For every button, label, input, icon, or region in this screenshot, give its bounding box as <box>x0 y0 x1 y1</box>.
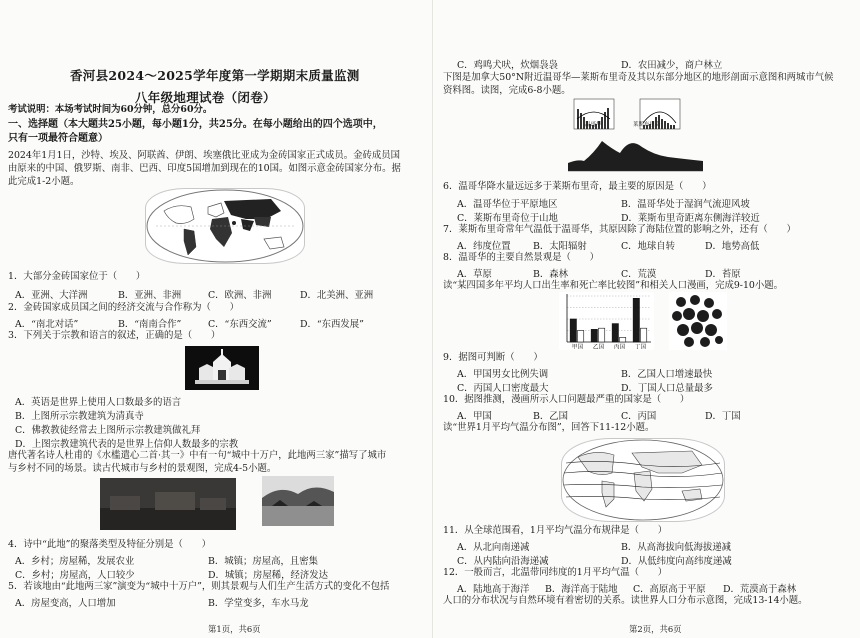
chart-bar-2-3 <box>619 337 625 342</box>
question-8-stem: 8．温哥华的主要自然景观是（ ） <box>443 252 599 263</box>
population-cartoon <box>669 292 727 350</box>
exam-subtitle: 八年级地理试卷（闭卷） <box>135 90 276 105</box>
question-2-option-b[interactable]: B．“南南合作” <box>118 319 182 330</box>
question-8-option-c[interactable]: C．荒漠 <box>621 269 657 280</box>
city-label-lethbridge: 莱斯布里奇 <box>633 122 661 128</box>
ancient-city-photo <box>100 478 236 530</box>
chart-bar-1-1 <box>570 319 576 342</box>
question-4-option-d[interactable]: D．城镇；房屋稀，经济发达 <box>208 570 329 581</box>
question-9-option-b[interactable]: B．乙国人口增速最快 <box>621 369 713 380</box>
terrain-profile-figure <box>568 97 703 173</box>
question-4-stem: 4．诗中“此地”的聚落类型及特征分别是（ ） <box>8 539 212 550</box>
question-12-option-b[interactable]: B．海洋高于陆地 <box>545 584 618 595</box>
question-6-stem: 6．温哥华降水量远远多于莱斯布里奇，最主要的原因是（ ） <box>443 181 712 192</box>
question-2-stem: 2．金砖国家成员国之间的经济交流与合作称为（ ） <box>8 302 239 313</box>
question-2-option-d[interactable]: D．“东西发展” <box>300 319 364 330</box>
question-2-option-c[interactable]: C．“东西交流” <box>208 319 272 330</box>
brics-world-map <box>145 188 305 264</box>
question-10-option-a[interactable]: A．甲国 <box>457 411 492 422</box>
question-1-option-b[interactable]: B．亚洲、非洲 <box>118 290 182 301</box>
question-3-option-b[interactable]: B．上图所示宗教建筑为清真寺 <box>15 411 144 422</box>
chart-bar-2-4 <box>640 328 646 342</box>
january-temperature-map <box>561 438 725 522</box>
question-10-option-c[interactable]: C．丙国 <box>621 411 657 422</box>
question-4-option-a[interactable]: A．乡村；房屋稀，发展农业 <box>15 556 135 567</box>
profile-intro: 下图是加拿大50°N附近温哥华—莱斯布里奇及其以东部分地区的地形剖面示意图和两城市气候 <box>443 72 834 83</box>
temperature-map-intro: 读“世界1月平均气温分布图”，回答下11-12小题。 <box>443 422 655 433</box>
question-11-option-b[interactable]: B．从高海拔向低海拔递减 <box>621 542 732 553</box>
exam-title: 香河县2024～2025学年度第一学期期末质量监测 <box>70 68 360 83</box>
question-12-option-a[interactable]: A．陆地高于海洋 <box>457 584 530 595</box>
question-11-option-a[interactable]: A．从北向南递减 <box>457 542 530 553</box>
page-footer: 第1页，共6页 <box>208 624 261 634</box>
question-4-option-c[interactable]: C．乡村；房屋高，人口较少 <box>15 570 135 581</box>
chart-bar-1-3 <box>612 324 618 342</box>
question-7-option-d[interactable]: D．地势高低 <box>705 241 760 252</box>
question-7-stem: 7．莱斯布里奇常年气温低于温哥华，其原因除了海陆位置的影响之外，还有（ ） <box>443 224 796 235</box>
question-5-stem: 5．若该地由“此地两三家”演变为“城中十万户”，则其景观与人们生产生活方式的变化不包括 <box>8 581 390 592</box>
intro-text: 此完成1-2小题。 <box>8 176 80 187</box>
city-label-vancouver: 温哥华 <box>585 122 602 128</box>
chart-bar-1-2 <box>591 329 597 342</box>
question-10-option-d[interactable]: D．丁国 <box>705 411 741 422</box>
question-10-option-b[interactable]: B．乙国 <box>533 411 569 422</box>
question-3-stem: 3．下列关于宗教和语言的叙述，正确的是（ ） <box>8 330 221 341</box>
birth-death-rate-chart <box>559 292 654 350</box>
question-8-option-b[interactable]: B．森林 <box>533 269 569 280</box>
question-3-option-c[interactable]: C．佛教教徒经常去上图所示宗教建筑做礼拜 <box>15 425 201 436</box>
question-12-option-c[interactable]: C．高原高于平原 <box>633 584 706 595</box>
question-5-option-d[interactable]: D．农田减少，商户林立 <box>621 60 723 71</box>
village-photo <box>262 476 334 526</box>
question-3-option-d[interactable]: D．上图宗教建筑代表的是世界上信仰人数最多的宗教 <box>15 439 239 450</box>
question-8-option-a[interactable]: A．草原 <box>457 269 492 280</box>
question-11-option-c[interactable]: C．从内陆向沿海递减 <box>457 556 549 567</box>
exam-note: 考试说明：本场考试时间为60分钟，总分60分。 <box>8 104 213 115</box>
chart-bar-2-1 <box>577 331 583 343</box>
religious-building-photo <box>185 346 259 390</box>
chart-bar-1-4 <box>633 298 639 342</box>
poem-intro: 与乡村不同的场景。读古代城市与乡村的景观图，完成4-5小题。 <box>8 463 277 474</box>
page-footer: 第2页，共6页 <box>629 624 682 634</box>
chart-intro: 读“某四国多年平均人口出生率和死亡率比较图”和相关人口漫画，完成9-10小题。 <box>443 280 784 291</box>
population-map-intro: 人口的分布状况与自然环境有着密切的关系。读世界人口分布示意图，完成13-14小题。 <box>443 595 808 606</box>
question-6-option-c[interactable]: C．莱斯布里奇位于山地 <box>457 213 558 224</box>
chart-bar-2-2 <box>598 328 604 342</box>
question-11-stem: 11．从全球范围看，1月平均气温分布规律是（ ） <box>443 525 668 536</box>
question-6-option-a[interactable]: A．温哥华位于平原地区 <box>457 199 558 210</box>
question-5-option-c[interactable]: C．鸡鸣犬吠，炊烟袅袅 <box>457 60 558 71</box>
question-4-option-b[interactable]: B．城镇；房屋高，且密集 <box>208 556 319 567</box>
intro-text: 由原来的中国、俄罗斯、南非、巴西、印度5国增加到现在的10国。如图示意金砖国家分布。据 <box>8 163 401 174</box>
question-7-option-b[interactable]: B．太阳辐射 <box>533 241 587 252</box>
question-10-stem: 10．据图推测，漫画所示人口问题最严重的国家是（ ） <box>443 394 690 405</box>
question-1-option-c[interactable]: C．欧洲、非洲 <box>208 290 272 301</box>
poem-intro: 唐代著名诗人杜甫的《水槛遣心二首·其一》中有一句“城中十万户，此地两三家”描写了城市 <box>8 450 387 461</box>
question-9-stem: 9．据图可判断（ ） <box>443 352 543 363</box>
chart-x-tick-label: 丙国 <box>613 344 626 350</box>
question-1-option-d[interactable]: D．北美洲、亚洲 <box>300 290 374 301</box>
chart-x-tick-label: 丁国 <box>634 344 647 350</box>
intro-text: 2024年1月1日，沙特、埃及、阿联酋、伊朗、埃塞俄比亚成为金砖国家正式成员。金砖成员国 <box>8 150 401 161</box>
section-heading-cont: 只有一项最符合题意） <box>8 133 108 144</box>
question-12-option-d[interactable]: D．荒漠高于森林 <box>723 584 797 595</box>
question-11-option-d[interactable]: D．从低纬度向高纬度递减 <box>621 556 732 567</box>
question-5-option-a[interactable]: A．房屋变高，人口增加 <box>15 598 116 609</box>
question-9-option-a[interactable]: A．甲国男女比例失调 <box>457 369 549 380</box>
question-8-option-d[interactable]: D．苔原 <box>705 269 741 280</box>
question-12-stem: 12．一般而言，北温带同纬度的1月平均气温（ ） <box>443 567 668 578</box>
profile-intro: 资料图。读图，完成6-8小题。 <box>443 85 571 96</box>
question-6-option-d[interactable]: D．莱斯布里奇距离东侧海洋较近 <box>621 213 760 224</box>
question-9-option-d[interactable]: D．丁国人口总量最多 <box>621 383 713 394</box>
question-5-option-b[interactable]: B．学堂变多，车水马龙 <box>208 598 309 609</box>
question-2-option-a[interactable]: A．“南北对话” <box>15 319 79 330</box>
exam-page-2 <box>432 0 860 638</box>
chart-x-tick-label: 乙国 <box>592 344 605 350</box>
question-9-option-c[interactable]: C．丙国人口密度最大 <box>457 383 549 394</box>
question-1-option-a[interactable]: A．亚洲、大洋洲 <box>15 290 88 301</box>
question-7-option-a[interactable]: A．纬度位置 <box>457 241 511 252</box>
question-6-option-b[interactable]: B．温哥华处于湿润气流迎风坡 <box>621 199 750 210</box>
section-heading: 一、选择题（本大题共25小题，每小题1分，共25分。在每小题给出的四个选项中， <box>8 119 383 130</box>
chart-x-tick-label: 甲国 <box>571 344 584 350</box>
question-1-stem: 1．大部分金砖国家位于（ ） <box>8 271 146 282</box>
question-3-option-a[interactable]: A．英语是世界上使用人口数最多的语言 <box>15 397 182 408</box>
question-7-option-c[interactable]: C．地球自转 <box>621 241 676 252</box>
